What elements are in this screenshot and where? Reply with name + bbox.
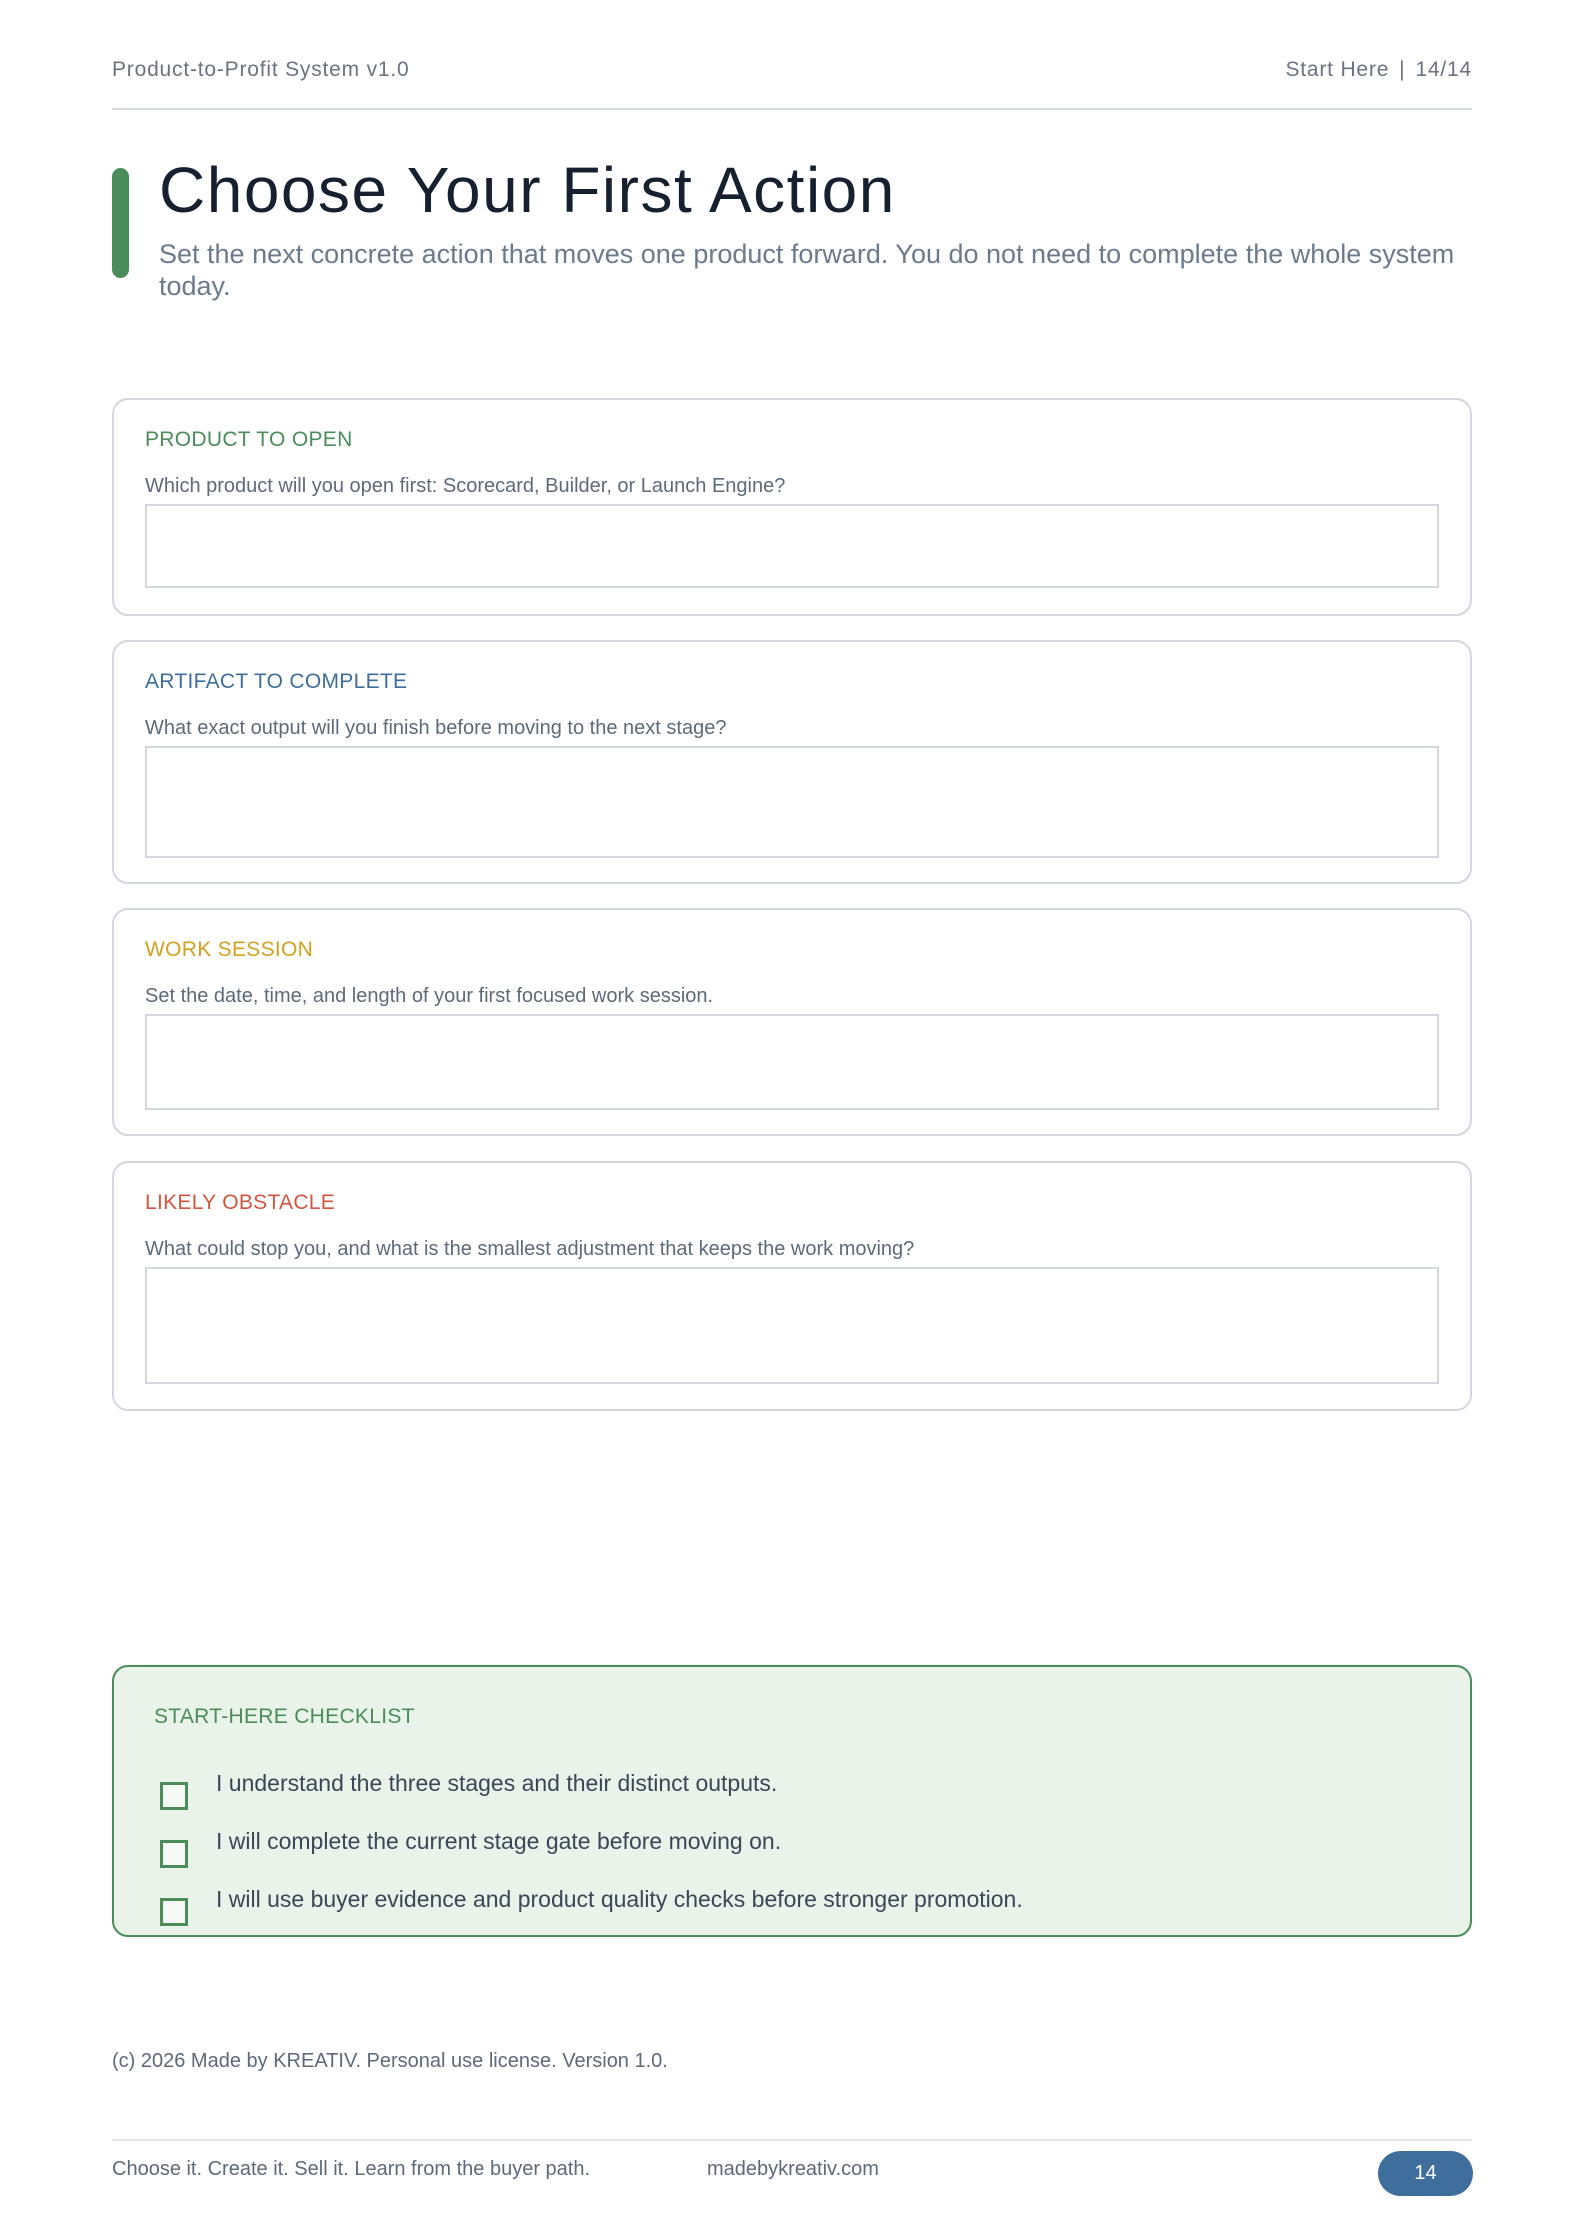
checklist-item-text: I will complete the current stage gate before moving on. — [216, 1828, 782, 1854]
page-number-badge: 14 — [1378, 2151, 1473, 2196]
product-to-open-field[interactable] — [145, 504, 1439, 588]
page-count: 14/14 — [1415, 58, 1472, 81]
header-separator: | — [1399, 58, 1406, 81]
title-accent-bar — [112, 168, 129, 278]
footer-website-link[interactable]: madebykreativ.com — [707, 2158, 879, 2180]
section-name: Start Here — [1285, 58, 1390, 81]
document-title: Product-to-Profit System v1.0 — [112, 58, 410, 81]
checklist-item — [160, 1828, 1440, 1868]
copyright-notice: (c) 2026 Made by KREATIV. Personal use license. Version 1.0. — [112, 2050, 668, 2072]
card-question: What exact output will you finish before moving to the next stage? — [145, 717, 727, 739]
likely-obstacle-field[interactable] — [145, 1267, 1439, 1384]
section-indicator — [1285, 58, 1472, 82]
checklist-item — [160, 1886, 1440, 1926]
card-likely-obstacle — [112, 1161, 1472, 1411]
footer-tagline: Choose it. Create it. Sell it. Learn from the buyer path. — [112, 2158, 591, 2180]
card-product-to-open — [112, 398, 1472, 616]
checkbox[interactable] — [160, 1840, 188, 1868]
checklist-item-text: I will use buyer evidence and product quality checks before stronger promotion. — [216, 1886, 1023, 1912]
checkbox[interactable] — [160, 1782, 188, 1810]
card-question: Which product will you open first: Scorecard, Builder, or Launch Engine? — [145, 475, 786, 497]
checklist-item-text: I understand the three stages and their distinct outputs. — [216, 1770, 778, 1796]
card-label: ARTIFACT TO COMPLETE — [145, 670, 408, 693]
page-title: Choose Your First Action — [159, 154, 896, 226]
footer-divider — [112, 2139, 1472, 2141]
checklist-title: START-HERE CHECKLIST — [154, 1705, 415, 1728]
start-here-checklist — [112, 1665, 1472, 1937]
page-header — [112, 58, 1472, 110]
card-work-session — [112, 908, 1472, 1136]
checkbox[interactable] — [160, 1898, 188, 1926]
card-artifact-to-complete — [112, 640, 1472, 884]
card-label: PRODUCT TO OPEN — [145, 428, 353, 451]
work-session-field[interactable] — [145, 1014, 1439, 1110]
card-question: Set the date, time, and length of your first focused work session. — [145, 985, 714, 1007]
card-label: LIKELY OBSTACLE — [145, 1191, 336, 1214]
artifact-to-complete-field[interactable] — [145, 746, 1439, 858]
card-label: WORK SESSION — [145, 938, 314, 961]
page-subtitle: Set the next concrete action that moves one product forward. You do not need to complete the whole system today. — [159, 239, 1455, 301]
checklist-item — [160, 1770, 1440, 1810]
card-question: What could stop you, and what is the smallest adjustment that keeps the work moving? — [145, 1238, 915, 1260]
